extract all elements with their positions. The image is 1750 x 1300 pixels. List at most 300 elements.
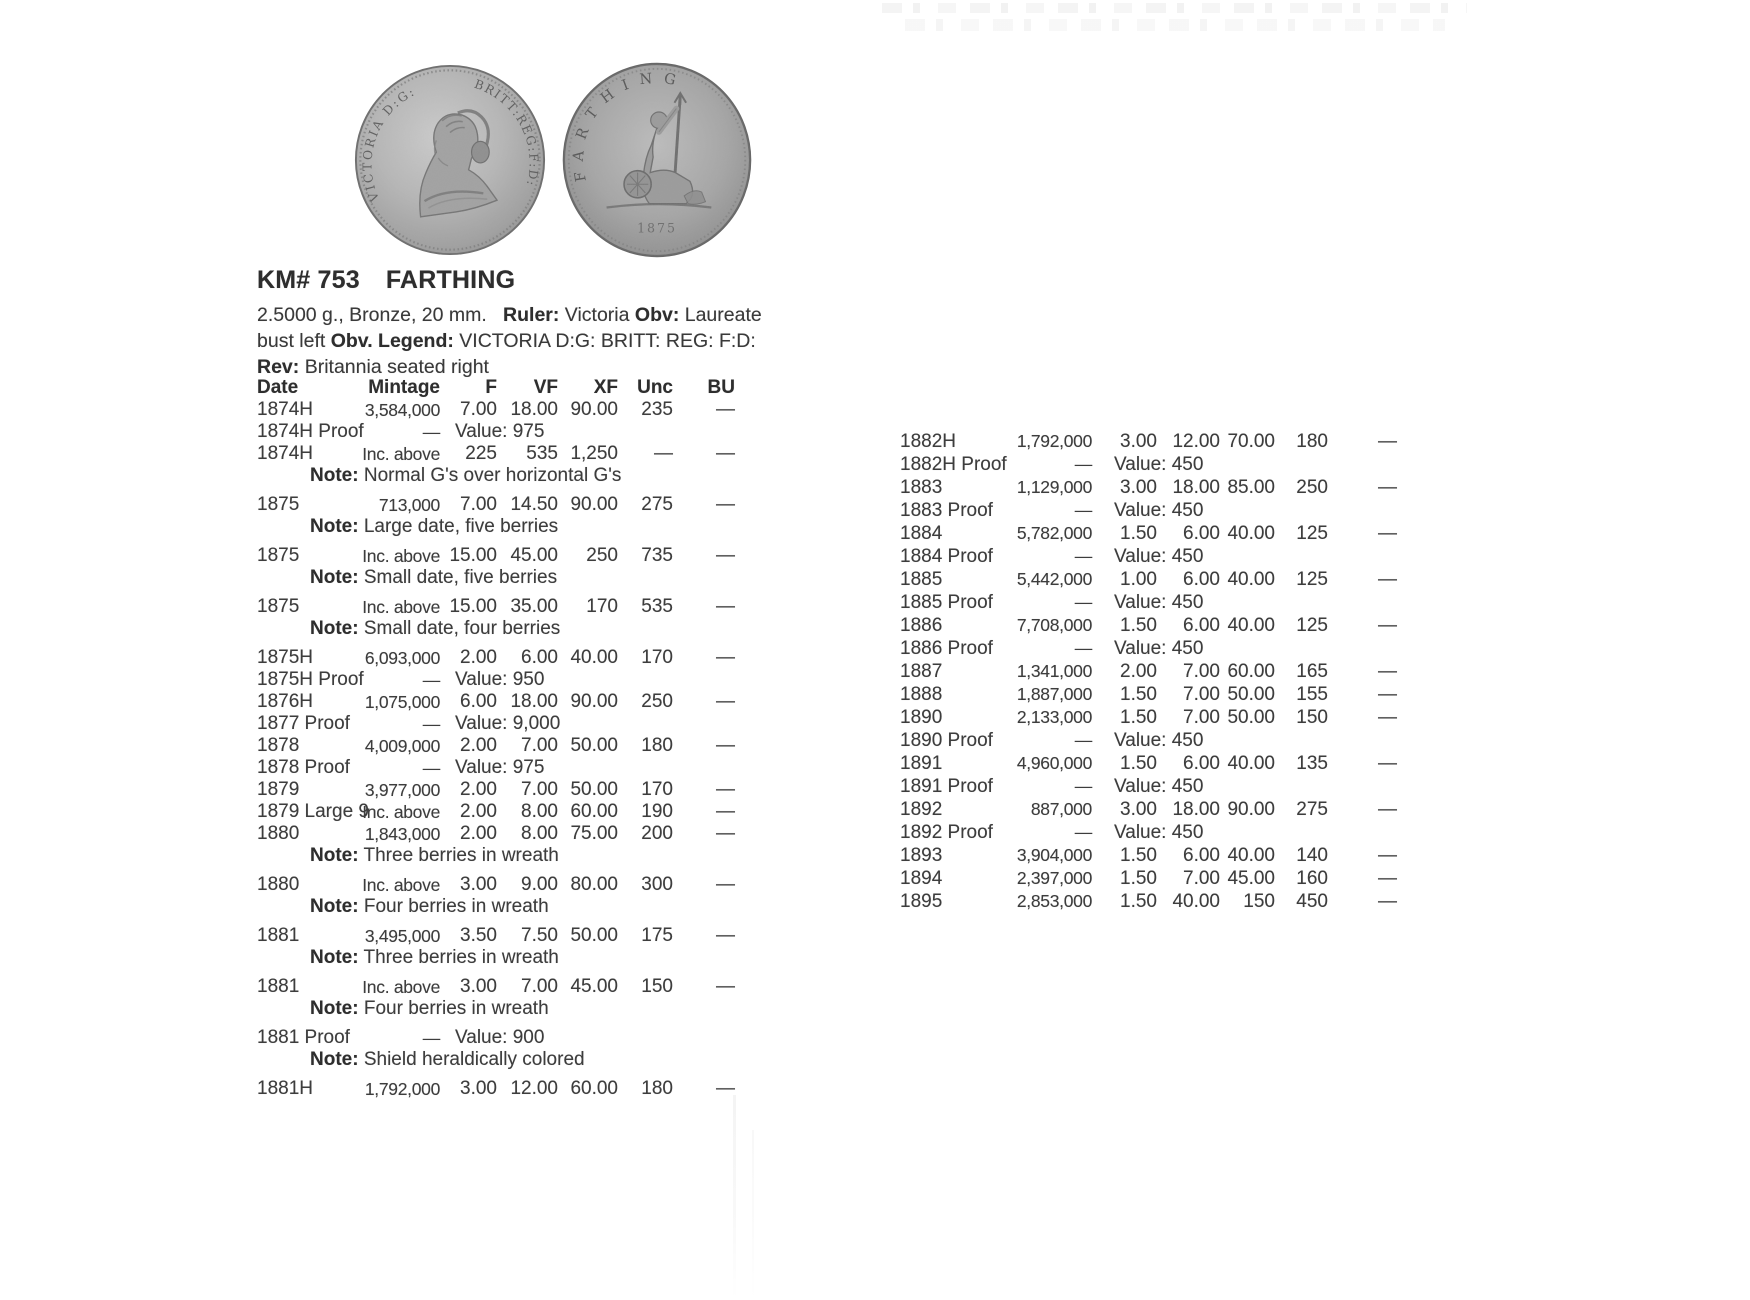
note-text xyxy=(257,567,735,589)
mintage-cell: — xyxy=(422,670,440,690)
proof-row xyxy=(900,637,1397,660)
date-cell: 1887 xyxy=(900,661,943,682)
value-cell: Value: 450 xyxy=(1114,776,1204,797)
note-label: Note: xyxy=(310,618,359,639)
vf-cell: 9.00 xyxy=(521,874,558,895)
xf-cell: 40.00 xyxy=(1227,753,1275,774)
note-label: Note: xyxy=(310,947,359,968)
unc-cell: 535 xyxy=(641,596,673,617)
value-cell: Value: 450 xyxy=(1114,822,1204,843)
date-cell: 1884 xyxy=(900,523,943,544)
vf-cell: 40.00 xyxy=(1172,891,1220,912)
unc-cell: 300 xyxy=(641,874,673,895)
mintage-cell: 2,397,000 xyxy=(1016,868,1092,888)
note-row xyxy=(257,998,735,1020)
price-row xyxy=(257,494,735,516)
scan-artifact-bottom-1 xyxy=(733,1095,736,1300)
mintage-cell: — xyxy=(1074,546,1092,566)
vf-cell: 7.00 xyxy=(1183,868,1220,889)
price-row xyxy=(257,735,735,757)
f-cell: 1.50 xyxy=(1120,868,1157,889)
mintage-cell: Inc. above xyxy=(362,597,440,617)
unc-cell: 180 xyxy=(641,735,673,756)
date-cell: 1886 Proof xyxy=(900,638,993,659)
date-cell: 1892 xyxy=(900,799,943,820)
unc-cell: 135 xyxy=(1296,753,1328,774)
note-text xyxy=(257,618,735,640)
col-header-xf: XF xyxy=(593,377,618,398)
f-cell: 3.00 xyxy=(460,874,497,895)
f-cell: 15.00 xyxy=(449,545,497,566)
xf-cell: 40.00 xyxy=(1227,569,1275,590)
col-header-vf: VF xyxy=(533,377,558,398)
note-body: Normal G's over horizontal G's xyxy=(363,465,622,486)
note-row xyxy=(257,516,735,538)
xf-cell: 50.00 xyxy=(1227,684,1275,705)
description-segment: Obv: xyxy=(634,304,680,326)
bu-cell: — xyxy=(716,925,735,946)
bu-cell: — xyxy=(1378,477,1397,498)
vf-cell: 12.00 xyxy=(510,1078,558,1099)
price-row xyxy=(900,522,1397,545)
f-cell: 6.00 xyxy=(460,691,497,712)
bu-cell: — xyxy=(1378,661,1397,682)
xf-cell: 50.00 xyxy=(570,779,618,800)
vf-cell: 535 xyxy=(526,443,558,464)
xf-cell: 150 xyxy=(1243,891,1275,912)
proof-row xyxy=(900,453,1397,476)
vf-cell: 18.00 xyxy=(510,691,558,712)
price-row xyxy=(257,801,735,823)
date-cell: 1890 Proof xyxy=(900,730,993,751)
bu-cell: — xyxy=(1378,684,1397,705)
unc-cell: 125 xyxy=(1296,523,1328,544)
mintage-cell: 7,708,000 xyxy=(1016,615,1092,635)
f-cell: 1.50 xyxy=(1120,891,1157,912)
proof-row xyxy=(900,591,1397,614)
unc-cell: 155 xyxy=(1296,684,1328,705)
date-cell: 1878 Proof xyxy=(257,757,350,778)
denomination: FARTHING xyxy=(385,266,516,294)
bu-cell: — xyxy=(1378,569,1397,590)
bu-cell: — xyxy=(716,691,735,712)
vf-cell: 6.00 xyxy=(521,647,558,668)
price-row xyxy=(257,596,735,618)
note-row xyxy=(257,845,735,867)
note-label: Note: xyxy=(310,516,359,537)
coin-description xyxy=(257,302,771,380)
xf-cell: 85.00 xyxy=(1227,477,1275,498)
price-row xyxy=(900,844,1397,867)
note-label: Note: xyxy=(310,845,359,866)
date-cell: 1884 Proof xyxy=(900,546,993,567)
listing-title xyxy=(257,266,515,295)
note-row xyxy=(257,1049,735,1071)
xf-cell: 45.00 xyxy=(570,976,618,997)
f-cell: 3.50 xyxy=(460,925,497,946)
unc-cell: 275 xyxy=(1296,799,1328,820)
value-cell: Value: 450 xyxy=(1114,638,1204,659)
date-cell: 1876H xyxy=(257,691,313,712)
mintage-cell: 3,977,000 xyxy=(364,780,440,800)
vf-cell: 6.00 xyxy=(1183,569,1220,590)
date-cell: 1875 xyxy=(257,494,300,515)
date-cell: 1882H Proof xyxy=(900,454,1007,475)
mintage-cell: 3,584,000 xyxy=(364,400,440,420)
f-cell: 225 xyxy=(465,443,497,464)
mintage-cell: 1,341,000 xyxy=(1016,661,1092,681)
unc-cell: 150 xyxy=(641,976,673,997)
price-row xyxy=(900,706,1397,729)
xf-cell: 50.00 xyxy=(570,735,618,756)
mintage-cell: — xyxy=(1074,822,1092,842)
date-cell: 1894 xyxy=(900,868,943,889)
bu-cell: — xyxy=(1378,799,1397,820)
date-cell: 1875H Proof xyxy=(257,669,364,690)
f-cell: 7.00 xyxy=(460,399,497,420)
bu-cell: — xyxy=(716,779,735,800)
date-cell: 1886 xyxy=(900,615,943,636)
scan-artifact-top-1 xyxy=(882,3,1467,13)
value-cell: Value: 450 xyxy=(1114,592,1204,613)
proof-row xyxy=(900,545,1397,568)
xf-cell: 170 xyxy=(586,596,618,617)
date-cell: 1880 xyxy=(257,823,300,844)
note-label: Note: xyxy=(310,1049,359,1070)
date-cell: 1891 xyxy=(900,753,943,774)
scan-artifact-top-2 xyxy=(905,19,1445,31)
date-cell: 1885 Proof xyxy=(900,592,993,613)
mintage-cell: 1,075,000 xyxy=(364,692,440,712)
mintage-cell: — xyxy=(422,714,440,734)
mintage-cell: Inc. above xyxy=(362,977,440,997)
xf-cell: 250 xyxy=(586,545,618,566)
table-rows-left xyxy=(257,399,735,1100)
bu-cell: — xyxy=(1378,615,1397,636)
vf-cell: 8.00 xyxy=(521,801,558,822)
price-row xyxy=(900,683,1397,706)
bu-cell: — xyxy=(1378,707,1397,728)
mintage-cell: — xyxy=(422,1028,440,1048)
xf-cell: 90.00 xyxy=(570,399,618,420)
mintage-cell: — xyxy=(1074,454,1092,474)
note-body: Four berries in wreath xyxy=(363,998,549,1019)
mintage-cell: 713,000 xyxy=(378,495,440,515)
value-cell: Value: 900 xyxy=(455,1027,545,1048)
mintage-cell: 5,442,000 xyxy=(1016,569,1092,589)
bu-cell: — xyxy=(716,976,735,997)
date-cell: 1881 Proof xyxy=(257,1027,350,1048)
price-row xyxy=(257,874,735,896)
price-row xyxy=(900,890,1397,913)
vf-cell: 7.00 xyxy=(1183,684,1220,705)
unc-cell: 200 xyxy=(641,823,673,844)
f-cell: 3.00 xyxy=(1120,477,1157,498)
price-row xyxy=(900,614,1397,637)
value-cell: Value: 975 xyxy=(455,757,545,778)
f-cell: 1.50 xyxy=(1120,845,1157,866)
bu-cell: — xyxy=(716,1078,735,1099)
price-row xyxy=(257,823,735,845)
unc-cell: 170 xyxy=(641,647,673,668)
coin-reverse-photo xyxy=(560,60,754,260)
mintage-cell: Inc. above xyxy=(362,444,440,464)
date-cell: 1879 xyxy=(257,779,300,800)
price-table-left xyxy=(257,377,735,1100)
date-cell: 1881 xyxy=(257,976,300,997)
unc-cell: 735 xyxy=(641,545,673,566)
note-row xyxy=(257,947,735,969)
col-header-unc: Unc xyxy=(637,377,673,398)
note-body: Large date, five berries xyxy=(363,516,559,537)
value-cell: Value: 450 xyxy=(1114,500,1204,521)
xf-cell: 80.00 xyxy=(570,874,618,895)
unc-cell: 275 xyxy=(641,494,673,515)
unc-cell: 180 xyxy=(641,1078,673,1099)
mintage-cell: — xyxy=(1074,638,1092,658)
f-cell: 2.00 xyxy=(460,779,497,800)
note-row xyxy=(257,618,735,640)
mintage-cell: Inc. above xyxy=(362,802,440,822)
description-segment: 2.5000 g., Bronze, 20 mm. xyxy=(257,304,504,326)
xf-cell: 40.00 xyxy=(570,647,618,668)
col-header-f: F xyxy=(485,377,497,398)
proof-row xyxy=(257,1027,735,1049)
price-row xyxy=(900,867,1397,890)
note-row xyxy=(257,567,735,589)
price-row xyxy=(257,443,735,465)
description-segment: Obv. Legend: xyxy=(330,330,454,352)
f-cell: 1.50 xyxy=(1120,523,1157,544)
note-body: Four berries in wreath xyxy=(363,896,549,917)
price-row xyxy=(900,660,1397,683)
price-row xyxy=(257,779,735,801)
mintage-cell: 1,887,000 xyxy=(1016,684,1092,704)
f-cell: 2.00 xyxy=(460,801,497,822)
description-segment: Ruler: xyxy=(503,304,560,326)
xf-cell: 75.00 xyxy=(570,823,618,844)
mintage-cell: 3,495,000 xyxy=(364,926,440,946)
mintage-cell: — xyxy=(1074,776,1092,796)
mintage-cell: 1,792,000 xyxy=(1016,431,1092,451)
proof-row xyxy=(257,713,735,735)
unc-cell: 170 xyxy=(641,779,673,800)
proof-row xyxy=(900,499,1397,522)
xf-cell: 60.00 xyxy=(570,1078,618,1099)
f-cell: 1.50 xyxy=(1120,707,1157,728)
bu-cell: — xyxy=(716,494,735,515)
unc-cell: 450 xyxy=(1296,891,1328,912)
bu-cell: — xyxy=(716,823,735,844)
date-cell: 1885 xyxy=(900,569,943,590)
unc-cell: 250 xyxy=(1296,477,1328,498)
xf-cell: 40.00 xyxy=(1227,845,1275,866)
f-cell: 1.00 xyxy=(1120,569,1157,590)
date-cell: 1893 xyxy=(900,845,943,866)
price-row xyxy=(257,691,735,713)
vf-cell: 35.00 xyxy=(510,596,558,617)
description-segment: Laureate bust left xyxy=(257,304,762,352)
date-cell: 1882H xyxy=(900,431,956,452)
unc-cell: 125 xyxy=(1296,569,1328,590)
value-cell: Value: 950 xyxy=(455,669,545,690)
date-cell: 1883 Proof xyxy=(900,500,993,521)
price-row xyxy=(900,476,1397,499)
date-cell: 1881 xyxy=(257,925,300,946)
description-segment: Britannia seated right xyxy=(299,356,489,378)
mintage-cell: Inc. above xyxy=(362,546,440,566)
xf-cell: 90.00 xyxy=(570,691,618,712)
table-header-row xyxy=(257,377,735,399)
vf-cell: 6.00 xyxy=(1183,615,1220,636)
proof-row xyxy=(257,669,735,691)
f-cell: 1.50 xyxy=(1120,615,1157,636)
value-cell: Value: 450 xyxy=(1114,730,1204,751)
bu-cell: — xyxy=(1378,845,1397,866)
unc-cell: 175 xyxy=(641,925,673,946)
vf-cell: 7.00 xyxy=(521,735,558,756)
note-row xyxy=(257,896,735,918)
note-text xyxy=(257,947,735,969)
xf-cell: 70.00 xyxy=(1227,431,1275,452)
vf-cell: 14.50 xyxy=(510,494,558,515)
proof-row xyxy=(900,775,1397,798)
mintage-cell: 4,009,000 xyxy=(364,736,440,756)
description-segment: Rev: xyxy=(257,356,300,378)
date-cell: 1878 xyxy=(257,735,300,756)
col-header-date: Date xyxy=(257,377,299,398)
bu-cell: — xyxy=(716,399,735,420)
mintage-cell: Inc. above xyxy=(362,875,440,895)
date-cell: 1891 Proof xyxy=(900,776,993,797)
vf-cell: 18.00 xyxy=(1172,799,1220,820)
vf-cell: 45.00 xyxy=(510,545,558,566)
bu-cell: — xyxy=(716,801,735,822)
note-label: Note: xyxy=(310,465,359,486)
unc-cell: 125 xyxy=(1296,615,1328,636)
xf-cell: 60.00 xyxy=(1227,661,1275,682)
f-cell: 3.00 xyxy=(460,976,497,997)
mintage-cell: 3,904,000 xyxy=(1016,845,1092,865)
date-cell: 1875 xyxy=(257,545,300,566)
vf-cell: 7.00 xyxy=(1183,661,1220,682)
proof-row xyxy=(257,421,735,443)
col-header-mintage: Mintage xyxy=(368,377,440,398)
mintage-cell: 887,000 xyxy=(1030,799,1092,819)
unc-cell: — xyxy=(654,443,673,464)
mintage-cell: — xyxy=(1074,592,1092,612)
note-text xyxy=(257,998,735,1020)
f-cell: 1.50 xyxy=(1120,753,1157,774)
date-cell: 1895 xyxy=(900,891,943,912)
price-row xyxy=(257,399,735,421)
price-row xyxy=(900,568,1397,591)
value-cell: Value: 450 xyxy=(1114,454,1204,475)
vf-cell: 7.00 xyxy=(521,976,558,997)
f-cell: 3.00 xyxy=(1120,799,1157,820)
value-cell: Value: 975 xyxy=(455,421,545,442)
mintage-cell: 6,093,000 xyxy=(364,648,440,668)
date-cell: 1875 xyxy=(257,596,300,617)
bu-cell: — xyxy=(716,735,735,756)
date-cell: 1874H xyxy=(257,399,313,420)
mintage-cell: — xyxy=(1074,500,1092,520)
f-cell: 3.00 xyxy=(1120,431,1157,452)
xf-cell: 40.00 xyxy=(1227,523,1275,544)
price-row xyxy=(900,430,1397,453)
mintage-cell: 1,129,000 xyxy=(1016,477,1092,497)
proof-row xyxy=(257,757,735,779)
note-label: Note: xyxy=(310,567,359,588)
f-cell: 7.00 xyxy=(460,494,497,515)
description-segment: VICTORIA D:G: BRITT: REG: F:D: xyxy=(453,330,756,352)
date-cell: 1881H xyxy=(257,1078,313,1099)
bu-cell: — xyxy=(1378,891,1397,912)
price-table-right xyxy=(900,430,1397,913)
vf-cell: 7.00 xyxy=(1183,707,1220,728)
date-cell: 1890 xyxy=(900,707,943,728)
proof-row xyxy=(900,821,1397,844)
price-row xyxy=(257,545,735,567)
f-cell: 2.00 xyxy=(460,823,497,844)
vf-cell: 6.00 xyxy=(1183,845,1220,866)
date-cell: 1874H xyxy=(257,443,313,464)
description-segment: Victoria xyxy=(559,304,635,326)
mintage-cell: 2,853,000 xyxy=(1016,891,1092,911)
proof-row xyxy=(900,729,1397,752)
price-row xyxy=(257,925,735,947)
vf-cell: 6.00 xyxy=(1183,523,1220,544)
unc-cell: 150 xyxy=(1296,707,1328,728)
mintage-cell: — xyxy=(422,758,440,778)
mintage-cell: 1,792,000 xyxy=(364,1079,440,1099)
note-body: Small date, five berries xyxy=(363,567,558,588)
note-text xyxy=(257,516,735,538)
bu-cell: — xyxy=(1378,523,1397,544)
price-row xyxy=(257,1078,735,1100)
mintage-cell: 4,960,000 xyxy=(1016,753,1092,773)
note-text xyxy=(257,896,735,918)
unc-cell: 190 xyxy=(641,801,673,822)
date-cell: 1883 xyxy=(900,477,943,498)
unc-cell: 235 xyxy=(641,399,673,420)
xf-cell: 45.00 xyxy=(1227,868,1275,889)
vf-cell: 8.00 xyxy=(521,823,558,844)
bu-cell: — xyxy=(716,647,735,668)
vf-cell: 7.50 xyxy=(521,925,558,946)
value-cell: Value: 9,000 xyxy=(455,713,561,734)
unc-cell: 250 xyxy=(641,691,673,712)
price-row xyxy=(900,798,1397,821)
coin-obverse-photo xyxy=(352,62,548,258)
date-cell: 1874H Proof xyxy=(257,421,364,442)
bu-cell: — xyxy=(1378,431,1397,452)
bu-cell: — xyxy=(716,443,735,464)
date-cell: 1879 Large 9 xyxy=(257,801,369,822)
note-row xyxy=(257,465,735,487)
xf-cell: 1,250 xyxy=(570,443,618,464)
vf-cell: 18.00 xyxy=(510,399,558,420)
mintage-cell: 1,843,000 xyxy=(364,824,440,844)
price-row xyxy=(900,752,1397,775)
vf-cell: 6.00 xyxy=(1183,753,1220,774)
note-body: Shield heraldically colored xyxy=(363,1049,585,1070)
unc-cell: 160 xyxy=(1296,868,1328,889)
xf-cell: 50.00 xyxy=(570,925,618,946)
note-body: Three berries in wreath xyxy=(363,947,559,968)
note-label: Note: xyxy=(310,896,359,917)
bu-cell: — xyxy=(716,874,735,895)
